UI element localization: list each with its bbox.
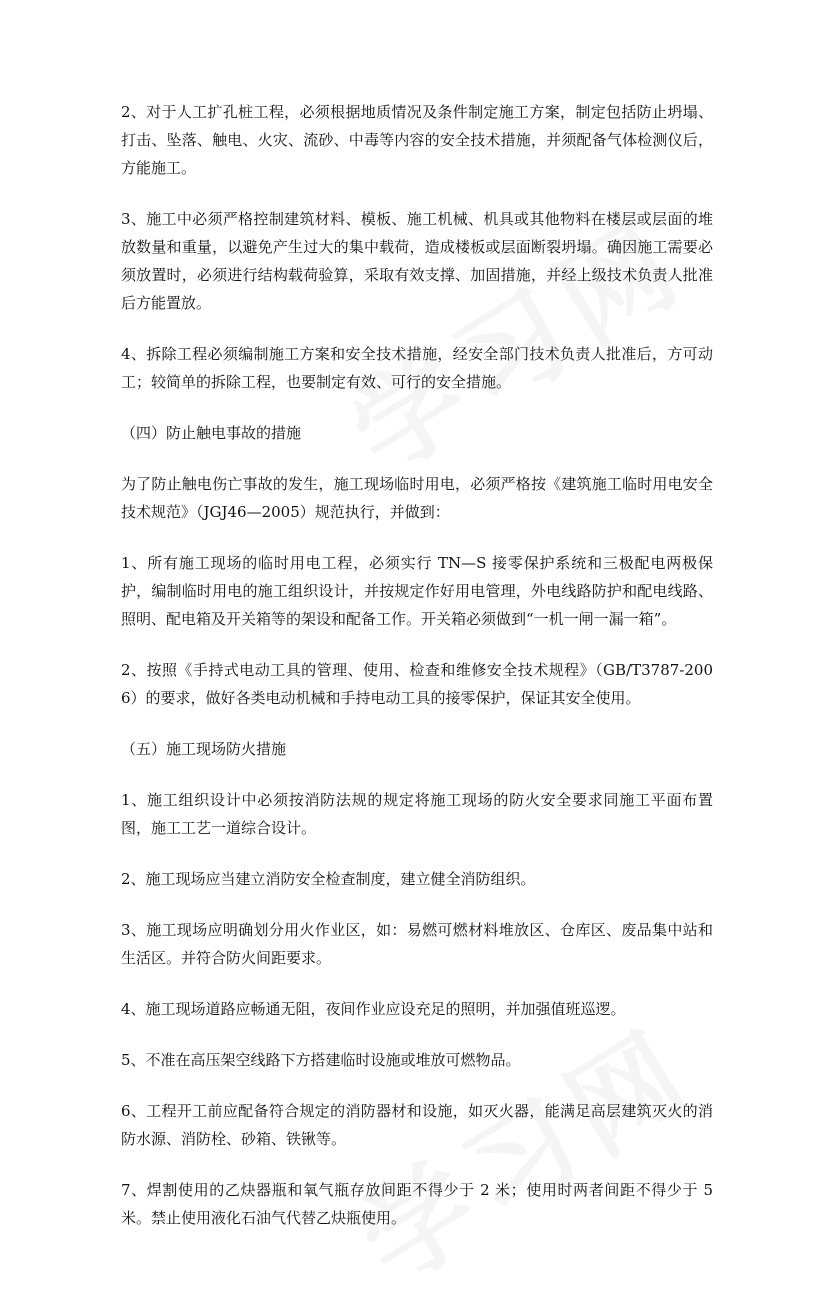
paragraph: 1、施工组织设计中必须按消防法规的规定将施工现场的防火安全要求同施工平面布置图，施工工艺一道综合设计。 bbox=[121, 791, 713, 837]
paragraph: 1、所有施工现场的临时用电工程，必须实行 TN—S 接零保护系统和三极配电两极保护，编制临时用电的施工组织设计，并按规定作好用电管理，外电线路防护和配电线路、照明、配电箱及开关箱等的架设和配备工作。开关箱必须做到“一机一闸一漏一箱”。 bbox=[121, 554, 713, 628]
paragraph: 2、对于人工扩孔桩工程，必须根据地质情况及条件制定施工方案，制定包括防止坍塌、打击、坠落、触电、火灾、流砂、中毒等内容的安全技术措施，并须配备气体检测仪后，方能施工。 bbox=[121, 103, 713, 177]
document-body bbox=[121, 98, 713, 1255]
section-heading: （四）防止触电事故的措施 bbox=[121, 424, 302, 442]
paragraph: 4、拆除工程必须编制施工方案和安全技术措施，经安全部门技术负责人批准后，方可动工；较简单的拆除工程，也要制定有效、可行的安全措施。 bbox=[121, 345, 713, 391]
paragraph: 3、施工中必须严格控制建筑材料、模板、施工机械、机具或其他物料在楼层或层面的堆放数量和重量，以避免产生过大的集中载荷，造成楼板或层面断裂坍塌。确因施工需要必须放置时，必须进行结构载荷验算，采取有效支撑、加固措施，并经上级技术负责人批准后方能置放。 bbox=[121, 210, 713, 312]
paragraph: 3、施工现场应明确划分用火作业区，如：易燃可燃材料堆放区、仓库区、废品集中站和生活区。并符合防火间距要求。 bbox=[121, 921, 713, 967]
paragraph: 7、焊割使用的乙炔器瓶和氧气瓶存放间距不得少于 2 米；使用时两者间距不得少于 5 米。禁止使用液化石油气代替乙炔瓶使用。 bbox=[121, 1181, 713, 1227]
paragraph: 为了防止触电伤亡事故的发生，施工现场临时用电，必须严格按《建筑施工临时用电安全技术规范》（JGJ46—2005）规范执行，并做到： bbox=[121, 475, 713, 521]
section-heading: （五）施工现场防火措施 bbox=[121, 740, 287, 758]
paragraph: 5、不准在高压架空线路下方搭建临时设施或堆放可燃物品。 bbox=[121, 1051, 521, 1069]
paragraph: 6、工程开工前应配备符合规定的消防器材和设施，如灭火器，能满足高层建筑灭火的消防水源、消防栓、砂箱、铁锹等。 bbox=[121, 1102, 713, 1148]
paragraph: 2、按照《手持式电动工具的管理、使用、检查和维修安全技术规程》（GB/T3787-2006）的要求，做好各类电动机械和手持电动工具的接零保护，保证其安全使用。 bbox=[121, 661, 713, 707]
paragraph: 2、施工现场应当建立消防安全检查制度，建立健全消防组织。 bbox=[121, 870, 536, 888]
paragraph: 4、施工现场道路应畅通无阻，夜间作业应设充足的照明，并加强值班巡逻。 bbox=[121, 1000, 626, 1018]
